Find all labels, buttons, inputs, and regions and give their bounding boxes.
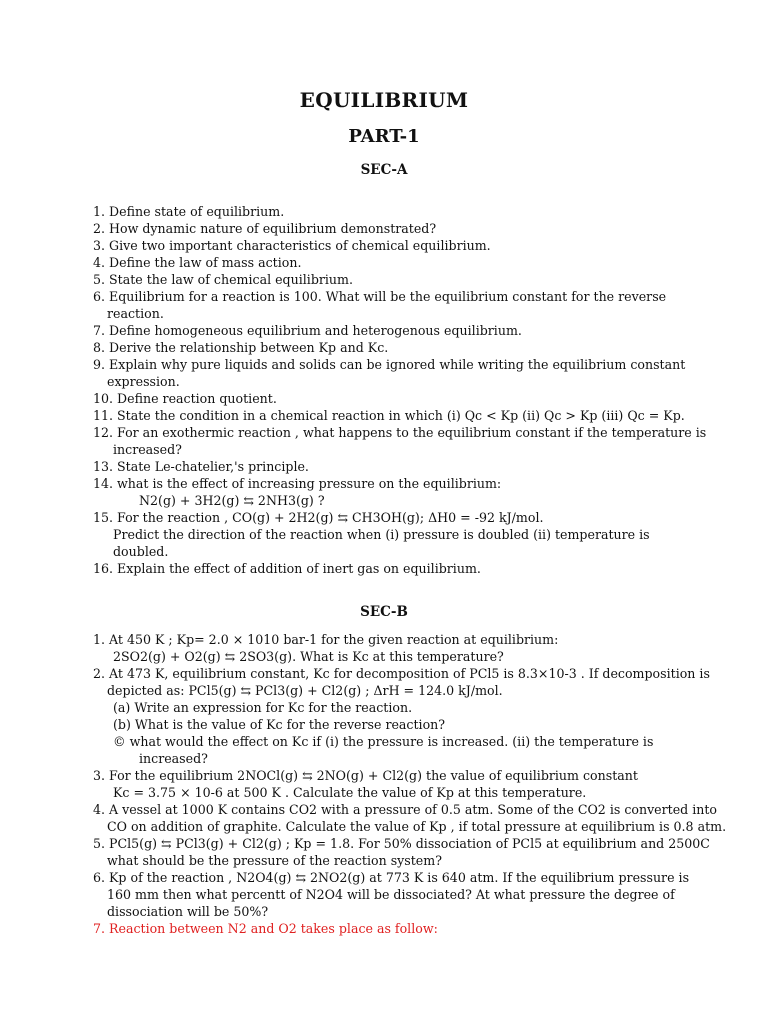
question-line: 11. State the condition in a chemical reaction in which (i) Qc < Kp (ii) Qc > Kp (iii) Qc = Kp. (93, 408, 685, 423)
question-line: 13. State Le-chatelier,'s principle. (93, 459, 309, 474)
question-line: Predict the direction of the reaction when (i) pressure is doubled (ii) temperature is (113, 527, 650, 542)
question-line: 3. For the equilibrium 2NOCl(g) ⇆ 2NO(g) + Cl2(g) the value of equilibrium constant (93, 768, 638, 783)
section-a-questions (93, 203, 707, 577)
question-line: 9. Explain why pure liquids and solids can be ignored while writing the equilibrium constant (93, 357, 686, 372)
question-line: CO on addition of graphite. Calculate the value of Kp , if total pressure at equilibrium is 0.8 atm. (107, 819, 727, 834)
question-line: doubled. (113, 544, 169, 559)
question-line: 1. Define state of equilibrium. (93, 204, 285, 219)
question-line: 4. A vessel at 1000 K contains CO2 with a pressure of 0.5 atm. Some of the CO2 is converted into (93, 802, 718, 817)
section-b-questions (93, 631, 727, 937)
question-line: 2. How dynamic nature of equilibrium demonstrated? (93, 221, 437, 236)
question-line: 16. Explain the effect of addition of inert gas on equilibrium. (93, 561, 481, 576)
question-line: 2. At 473 K, equilibrium constant, Kc for decomposition of PCl5 is 8.3×10-3 . If decomposition is (93, 666, 710, 681)
part-heading: PART-1 (348, 126, 420, 147)
question-line: 6. Kp of the reaction , N2O4(g) ⇆ 2NO2(g) at 773 K is 640 atm. If the equilibrium pressure is (93, 870, 690, 885)
question-line: increased? (113, 442, 182, 457)
question-line: 5. PCl5(g) ⇆ PCl3(g) + Cl2(g) ; Kp = 1.8. For 50% dissociation of PCl5 at equilibrium and 2500C (93, 836, 710, 851)
question-line: 10. Define reaction quotient. (93, 391, 277, 406)
question-line: 5. State the law of chemical equilibrium. (93, 272, 353, 287)
question-line: increased? (139, 751, 208, 766)
question-line: 14. what is the effect of increasing pressure on the equilibrium: (93, 476, 502, 491)
question-line: depicted as: PCl5(g) ⇆ PCl3(g) + Cl2(g) ; ΔrH = 124.0 kJ/mol. (107, 683, 503, 698)
question-line: 15. For the reaction , CO(g) + 2H2(g) ⇆ CH3OH(g); ΔH0 = -92 kJ/mol. (93, 510, 544, 525)
question-line: 4. Define the law of mass action. (93, 255, 302, 270)
question-line: 6. Equilibrium for a reaction is 100. What will be the equilibrium constant for the reverse (93, 289, 667, 304)
question-line: 3. Give two important characteristics of chemical equilibrium. (93, 238, 491, 253)
question-line: 12. For an exothermic reaction , what happens to the equilibrium constant if the temperature is (93, 425, 707, 440)
question-line: 8. Derive the relationship between Kp and Kc. (93, 340, 389, 355)
section-b-heading: SEC-B (360, 604, 408, 620)
question-line: 1. At 450 K ; Kp= 2.0 × 1010 bar-1 for the given reaction at equilibrium: (93, 632, 559, 647)
question-line: (a) Write an expression for Kc for the reaction. (113, 700, 413, 715)
document-title: EQUILIBRIUM (299, 88, 469, 112)
question-line: 160 mm then what percentt of N2O4 will be dissociated? At what pressure the degree of (107, 887, 675, 902)
question-line: N2(g) + 3H2(g) ⇆ 2NH3(g) ? (139, 493, 325, 508)
question-line: what should be the pressure of the reaction system? (107, 853, 442, 868)
question-line: expression. (107, 374, 180, 389)
question-line: reaction. (107, 306, 164, 321)
question-line: dissociation will be 50%? (107, 904, 269, 919)
question-line: Kc = 3.75 × 10-6 at 500 K . Calculate the value of Kp at this temperature. (113, 785, 587, 800)
section-a-heading: SEC-A (360, 162, 408, 178)
question-line: 7. Define homogeneous equilibrium and heterogenous equilibrium. (93, 323, 522, 338)
question-line: 2SO2(g) + O2(g) ⇆ 2SO3(g). What is Kc at this temperature? (113, 649, 504, 664)
question-line-highlighted: 7. Reaction between N2 and O2 takes place as follow: (93, 921, 438, 936)
question-line: © what would the effect on Kc if (i) the pressure is increased. (ii) the temperature is (113, 734, 654, 749)
question-line: (b) What is the value of Kc for the reverse reaction? (113, 717, 446, 732)
